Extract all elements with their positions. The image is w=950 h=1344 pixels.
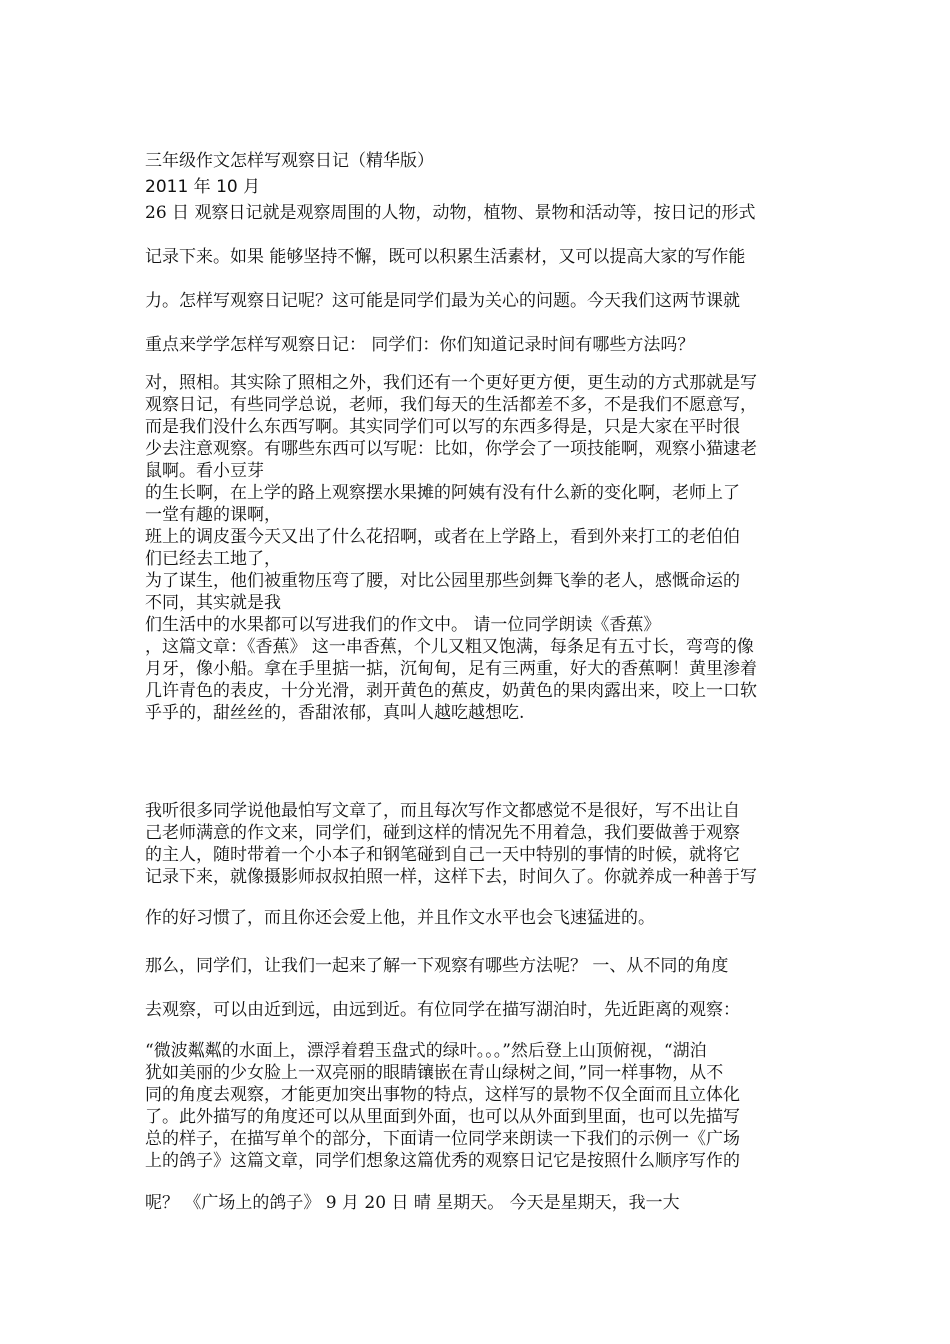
text-line: ，这篇文章：《香蕉》 这一串香蕉，个儿又粗又饱满，每条足有五寸长，弯弯的像 [145,637,754,657]
text-line: 乎乎的，甜丝丝的，香甜浓郁，真叫人越吃越想吃. [145,703,525,723]
text-line: 上的鸽子》这篇文章，同学们想象这篇优秀的观察日记它是按照什么顺序写作的 [145,1151,740,1171]
text-line: 了。此外描写的角度还可以从里面到外面，也可以从外面到里面，也可以先描写 [145,1107,740,1127]
paragraph-block-habit-end [145,905,809,931]
document-title: 三年级作文怎样写观察日记（精华版） [145,151,434,171]
text-line: 己老师满意的作文来，同学们，碰到这样的情况先不用着急，我们要做善于观察 [145,823,740,843]
text-line: 的生长啊，在上学的路上观察摆水果摊的阿姨有没有什么新的变化啊，老师上了 [145,483,740,503]
text-line: 少去注意观察。有哪些东西可以写呢：比如，你学会了一项技能啊，观察小猫逮老 [145,439,757,459]
text-line: “微波粼粼的水面上，漂浮着碧玉盘式的绿叶。。。”然后登上山顶俯视，“湖泊 [145,1041,707,1061]
text-line: 去观察，可以由近到远，由远到近。有位同学在描写湖泊时，先近距离的观察： [145,1000,740,1020]
text-line: 呢？ 《广场上的鸽子》 9 月 20 日 晴 星期天。 今天是星期天，我一大 [145,1193,680,1213]
text-line: 同的角度去观察，才能更加突出事物的特点，这样写的景物不仅全面而且立体化 [145,1085,740,1105]
text-line: 力。怎样写观察日记呢？这可能是同学们最为关心的问题。今天我们这两节课就 [145,291,740,311]
text-line: 记录下来，就像摄影师叔叔拍照一样，这样下去，时间久了。你就养成一种善于写 [145,867,757,887]
text-line: 重点来学学怎样写观察日记： 同学们：你们知道记录时间有哪些方法吗？ [145,335,695,355]
paragraph-block-lake [145,1040,809,1172]
text-line: 犹如美丽的少女脸上一双亮丽的眼睛镶嵌在青山绿树之间，”同一样事物，从不 [145,1063,724,1083]
text-line: 那么，同学们，让我们一起来了解一下观察有哪些方法呢？ 一、从不同的角度 [145,956,729,976]
document-heading [145,148,809,200]
text-line: 的主人，随时带着一个小本子和钢笔碰到自己一天中特别的事情的时候，就将它 [145,845,740,865]
document-date: 2011 年 10 月 [145,177,261,197]
text-line: 26 日 观察日记就是观察周围的人物，动物，植物、景物和活动等，按日记的形式 [145,203,756,223]
text-line: 而是我们没什么东西写啊。其实同学们可以写的东西多得是，只是大家在平时很 [145,417,740,437]
text-line: 月牙，像小船。拿在手里掂一掂，沉甸甸，足有三两重，好大的香蕉啊！黄里渗着 [145,659,757,679]
text-line: 班上的调皮蛋今天又出了什么花招啊，或者在上学路上，看到外来打工的老伯伯 [145,527,740,547]
text-line: 我听很多同学说他最怕写文章了，而且每次写作文都感觉不是很好，写不出让自 [145,801,740,821]
text-line: 记录下来。如果 能够坚持不懈，既可以积累生活素材，又可以提高大家的写作能 [145,247,746,267]
text-line: 观察日记，有些同学总说，老师，我们每天的生活都差不多，不是我们不愿意写， [145,395,757,415]
paragraph-block-methods [145,953,809,1041]
text-line: 几许青色的表皮，十分光滑，剥开黄色的蕉皮，奶黄色的果肉露出来，咬上一口软 [145,681,757,701]
text-line: 对，照相。其实除了照相之外，我们还有一个更好更方便，更生动的方式那就是写 [145,373,757,393]
text-line: 一堂有趣的课啊， [145,505,281,525]
text-line: 总的样子，在描写单个的部分，下面请一位同学来朗读一下我们的示例一《广场 [145,1129,740,1149]
text-line: 不同，其实就是我 [145,593,281,613]
paragraph-block-habit [145,800,809,888]
paragraph-block-photo [145,372,809,724]
text-line: 鼠啊。看小豆芽 [145,461,264,481]
text-line: 们生活中的水果都可以写进我们的作文中。 请一位同学朗读《香蕉》 [145,615,661,635]
paragraph-block-pigeon [145,1190,809,1216]
text-line: 们已经去工地了， [145,549,281,569]
text-line: 作的好习惯了，而且你还会爱上他，并且作文水平也会飞速猛进的。 [145,908,655,928]
paragraph-block-intro [145,200,809,376]
text-line: 为了谋生，他们被重物压弯了腰，对比公园里那些剑舞飞拳的老人，感慨命运的 [145,571,740,591]
